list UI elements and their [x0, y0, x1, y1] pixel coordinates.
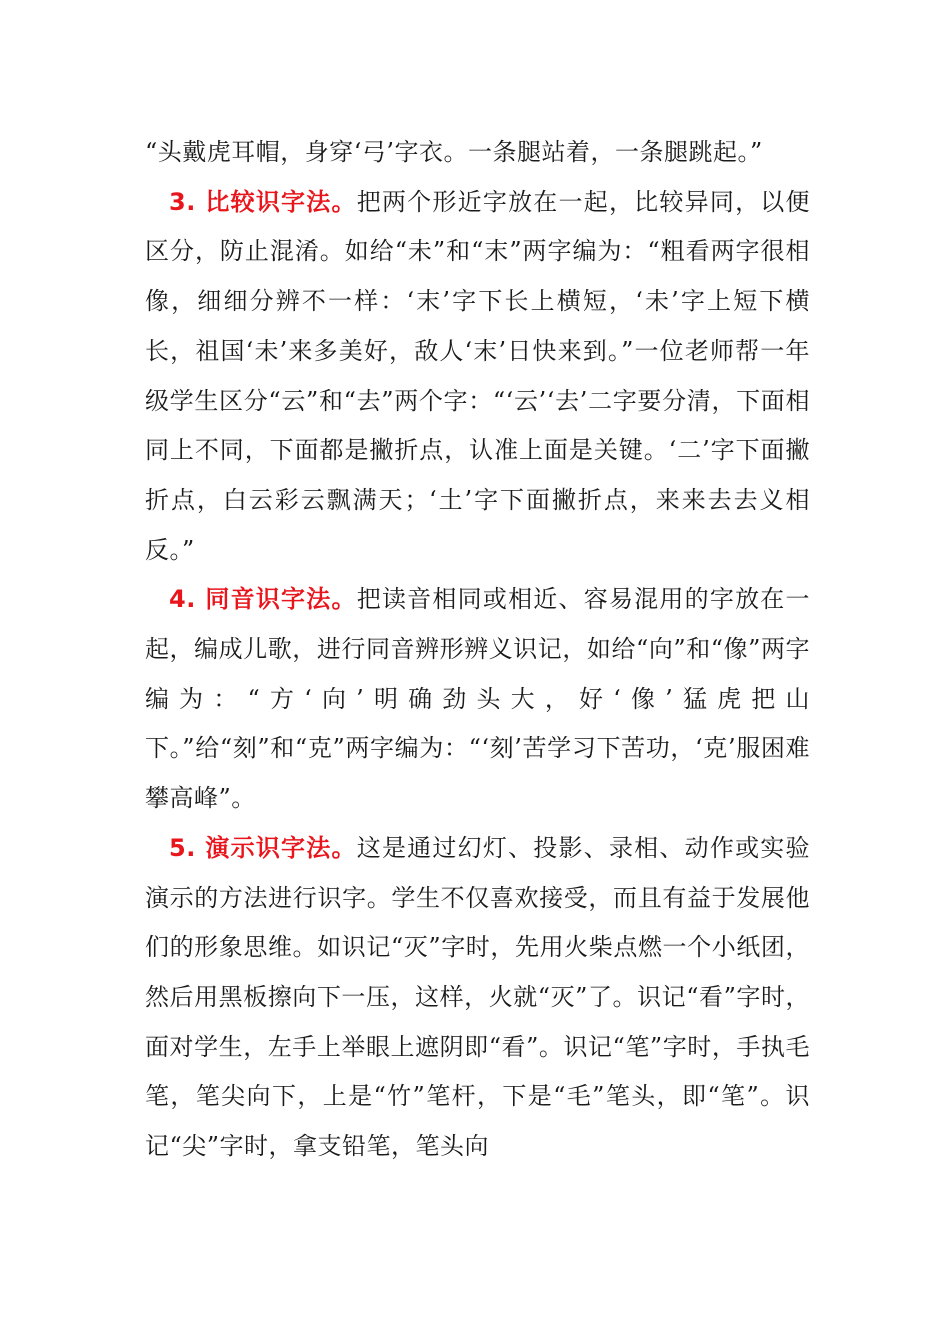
paragraph-text: 把两个形近字放在一起，比较异同，以便区分，防止混淆。如给“未”和“末”两字编为：“粗看两字很相像，细细分辨不一样：‘末’字下长上横短，‘未’字上短下横长，祖国‘未’来多美好，敌人‘末’日快来到。”一位老师帮一年级学生区分“云”和“去”两个字：“‘云’‘去’二字要分清，下面相同上不同，下面都是撇折点，认准上面是关键。‘二’字下面撇折点，白云彩云飘满天；‘土’字下面撇折点，来来去去义相反。”	[145, 187, 811, 564]
paragraph-comparison-method	[145, 178, 810, 576]
section-heading: 5. 演示识字法。	[169, 833, 357, 862]
section-heading: 4. 同音识字法。	[169, 585, 357, 614]
paragraph-demonstration-method	[145, 824, 810, 1172]
paragraph-text: 这是通过幻灯、投影、录相、动作或实验演示的方法进行识字。学生不仅喜欢接受，而且有益于发展他们的形象思维。如识记“灭”字时，先用火柴点燃一个小纸团，然后用黑板擦向下一压，这样，火就“灭”了。识记“看”字时，面对学生，左手上举眼上遮阴即“看”。识记“笔”字时，手执毛笔，笔尖向下，上是“竹”笔杆，下是“毛”笔头，即“笔”。识记“尖”字时，拿支铅笔，笔头向	[145, 833, 811, 1161]
section-heading: 3. 比较识字法。	[169, 187, 357, 216]
paragraph-continuation	[145, 128, 810, 178]
paragraph-text: “头戴虎耳帽，身穿‘弓’字衣。一条腿站着，一条腿跳起。”	[145, 138, 763, 166]
document-body	[145, 128, 810, 1172]
paragraph-homophone-method	[145, 575, 810, 824]
paragraph-text: 把读音相同或相近、容易混用的字放在一起，编成儿歌，进行同音辨形辨义识记，如给“向”和“像”两字编为：“方‘向’明确劲头大，好‘像’猛虎把山下。”给“刻”和“克”两字编为：“‘刻’苦学习下苦功，‘克’服困难攀高峰”。	[145, 585, 811, 813]
